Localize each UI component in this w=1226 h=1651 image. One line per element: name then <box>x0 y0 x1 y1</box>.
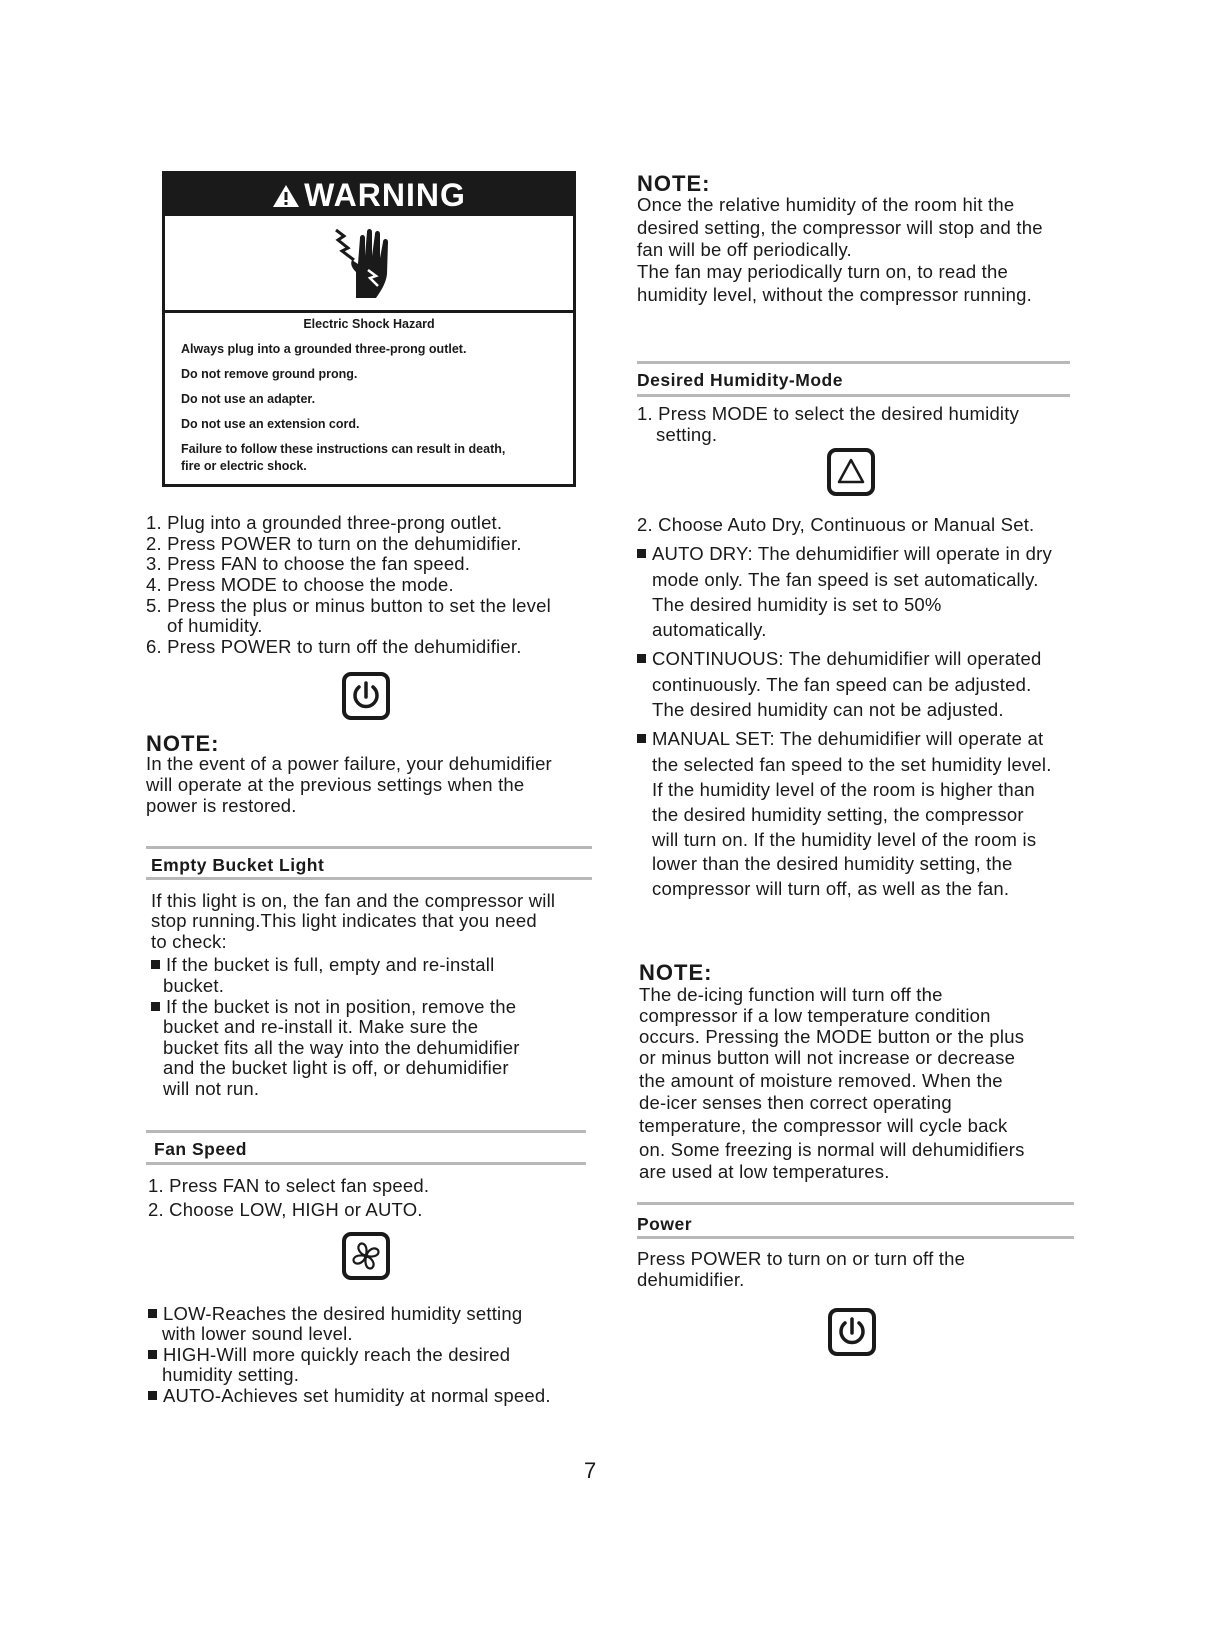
mode-bullet-cont: the desired humidity setting, the compressor <box>652 804 1024 825</box>
bullet-marker <box>151 960 160 969</box>
step-item: 4. Press MODE to choose the mode. <box>146 574 454 595</box>
mode-bullet-cont: automatically. <box>652 619 767 640</box>
note-line: power is restored. <box>146 795 297 816</box>
fan-bullet <box>148 1386 551 1407</box>
note-line: or minus button will not increase or decrease <box>639 1047 1016 1068</box>
bucket-line: bucket fits all the way into the dehumidifier <box>163 1037 520 1058</box>
mode-bullet-cont: the selected fan speed to the set humidity level. <box>652 754 1052 775</box>
note-line: fan will be off periodically. <box>637 239 852 260</box>
note-line: the amount of moisture removed. When the <box>639 1070 1003 1091</box>
warning-line: Do not use an extension cord. <box>181 417 360 431</box>
mode-bullet-cont: If the humidity level of the room is higher than <box>652 779 1035 800</box>
warning-divider <box>165 310 573 313</box>
mode-bullet-cont: The desired humidity is set to 50% <box>652 594 942 615</box>
step-item: of humidity. <box>167 615 263 636</box>
humidity-step: setting. <box>656 424 718 445</box>
warning-line: fire or electric shock. <box>181 459 307 473</box>
note-line: Once the relative humidity of the room hit the <box>637 194 1015 215</box>
fan-step: 2. Choose LOW, HIGH or AUTO. <box>148 1199 423 1220</box>
warning-line: Failure to follow these instructions can result in death, <box>181 442 506 456</box>
mode-bullet-cont: continuously. The fan speed can be adjusted. <box>652 674 1032 695</box>
fan-icon <box>342 1232 390 1280</box>
bucket-line: to check: <box>151 931 227 952</box>
step-item: 5. Press the plus or minus button to set the level <box>146 595 551 616</box>
fan-bullet <box>148 1345 510 1366</box>
mode-bullet <box>637 544 1052 565</box>
fan-bullet <box>148 1304 522 1325</box>
section-rule <box>146 846 592 849</box>
mode-bullet-cont: The desired humidity can not be adjusted. <box>652 699 1004 720</box>
mode-bullet-text: MANUAL SET: The dehumidifier will operate at <box>652 728 1044 749</box>
power-icon <box>828 1308 876 1356</box>
bullet-marker <box>151 1002 160 1011</box>
power-line: dehumidifier. <box>637 1269 745 1290</box>
bucket-line: stop running.This light indicates that you need <box>151 910 537 931</box>
warning-line: Do not remove ground prong. <box>181 367 358 381</box>
fan-bullet-cont: humidity setting. <box>162 1364 300 1385</box>
bullet-marker <box>637 734 646 743</box>
section-rule <box>637 394 1070 397</box>
electric-shock-hand-icon <box>330 224 400 302</box>
section-title-humidity-mode: Desired Humidity-Mode <box>637 370 843 390</box>
mode-bullet-cont: mode only. The fan speed is set automatically. <box>652 569 1039 590</box>
note-line: humidity level, without the compressor running. <box>637 284 1033 305</box>
mode-triangle-icon <box>827 448 875 496</box>
note-title: NOTE: <box>639 960 713 985</box>
fan-step: 1. Press FAN to select fan speed. <box>148 1175 430 1196</box>
note-title: NOTE: <box>637 171 711 196</box>
humidity-step: 1. Press MODE to select the desired humidity <box>637 403 1020 424</box>
bullet-marker <box>637 549 646 558</box>
bullet-marker <box>148 1391 157 1400</box>
warning-title: WARNING <box>304 177 466 213</box>
bucket-line: bucket. <box>163 975 225 996</box>
fan-bullet-text: HIGH-Will more quickly reach the desired <box>163 1344 511 1365</box>
warning-line: Always plug into a grounded three-prong outlet. <box>181 342 467 356</box>
power-icon <box>342 672 390 720</box>
mode-bullet-cont: lower than the desired humidity setting, the <box>652 853 1013 874</box>
bucket-bullet-text: If the bucket is not in position, remove the <box>166 996 517 1017</box>
note-title: NOTE: <box>146 731 220 756</box>
step-item: 2. Press POWER to turn on the dehumidifier. <box>146 533 522 554</box>
bucket-bullet <box>151 955 494 976</box>
fan-bullet-text: AUTO-Achieves set humidity at normal speed. <box>163 1385 551 1406</box>
section-rule <box>146 1162 586 1165</box>
bullet-marker <box>148 1309 157 1318</box>
mode-bullet <box>637 729 1043 750</box>
note-line: desired setting, the compressor will stop and the <box>637 217 1043 238</box>
section-rule <box>637 1236 1074 1239</box>
note-line: The fan may periodically turn on, to read the <box>637 261 1008 282</box>
bucket-bullet <box>151 997 516 1018</box>
mode-bullet-text: AUTO DRY: The dehumidifier will operate in dry <box>652 543 1052 564</box>
fan-bullet-cont: with lower sound level. <box>162 1323 353 1344</box>
humidity-step: 2. Choose Auto Dry, Continuous or Manual Set. <box>637 514 1035 535</box>
note-line: are used at low temperatures. <box>639 1161 890 1182</box>
note-line: on. Some freezing is normal will dehumidifiers <box>639 1139 1025 1160</box>
warning-line: Do not use an adapter. <box>181 392 316 406</box>
note-line: temperature, the compressor will cycle back <box>639 1115 1008 1136</box>
warning-box <box>162 171 576 487</box>
bucket-line: bucket and re-install it. Make sure the <box>163 1016 479 1037</box>
section-rule <box>146 877 592 880</box>
note-line: The de-icing function will turn off the <box>639 984 943 1005</box>
fan-bullet-text: LOW-Reaches the desired humidity setting <box>163 1303 523 1324</box>
bucket-bullet-text: If the bucket is full, empty and re-install <box>166 954 495 975</box>
bucket-line: will not run. <box>163 1078 260 1099</box>
section-rule <box>146 1130 586 1133</box>
bullet-marker <box>148 1350 157 1359</box>
note-line: will operate at the previous settings when the <box>146 774 525 795</box>
note-line: de-icer senses then correct operating <box>639 1092 952 1113</box>
mode-bullet-cont: compressor will turn off, as well as the fan. <box>652 878 1010 899</box>
step-item: 6. Press POWER to turn off the dehumidifier. <box>146 636 522 657</box>
warning-triangle-icon <box>272 184 300 208</box>
mode-bullet-text: CONTINUOUS: The dehumidifier will operated <box>652 648 1042 669</box>
section-title-power: Power <box>637 1214 693 1234</box>
section-title-empty-bucket: Empty Bucket Light <box>151 855 325 875</box>
step-item: 3. Press FAN to choose the fan speed. <box>146 553 471 574</box>
section-rule <box>637 1202 1074 1205</box>
bucket-line: and the bucket light is off, or dehumidifier <box>163 1057 509 1078</box>
mode-bullet-cont: will turn on. If the humidity level of the room is <box>652 829 1037 850</box>
note-line: In the event of a power failure, your dehumidifier <box>146 753 552 774</box>
step-item: 1. Plug into a grounded three-prong outlet. <box>146 512 503 533</box>
power-line: Press POWER to turn on or turn off the <box>637 1248 966 1269</box>
bucket-line: If this light is on, the fan and the compressor will <box>151 890 556 911</box>
hazard-title: Electric Shock Hazard <box>303 317 435 331</box>
bullet-marker <box>637 654 646 663</box>
note-line: compressor if a low temperature condition <box>639 1005 991 1026</box>
warning-header <box>165 174 573 216</box>
page-number: 7 <box>584 1458 597 1483</box>
mode-bullet <box>637 649 1042 670</box>
section-title-fan-speed: Fan Speed <box>154 1139 247 1159</box>
note-line: occurs. Pressing the MODE button or the plus <box>639 1026 1025 1047</box>
section-rule <box>637 361 1070 364</box>
